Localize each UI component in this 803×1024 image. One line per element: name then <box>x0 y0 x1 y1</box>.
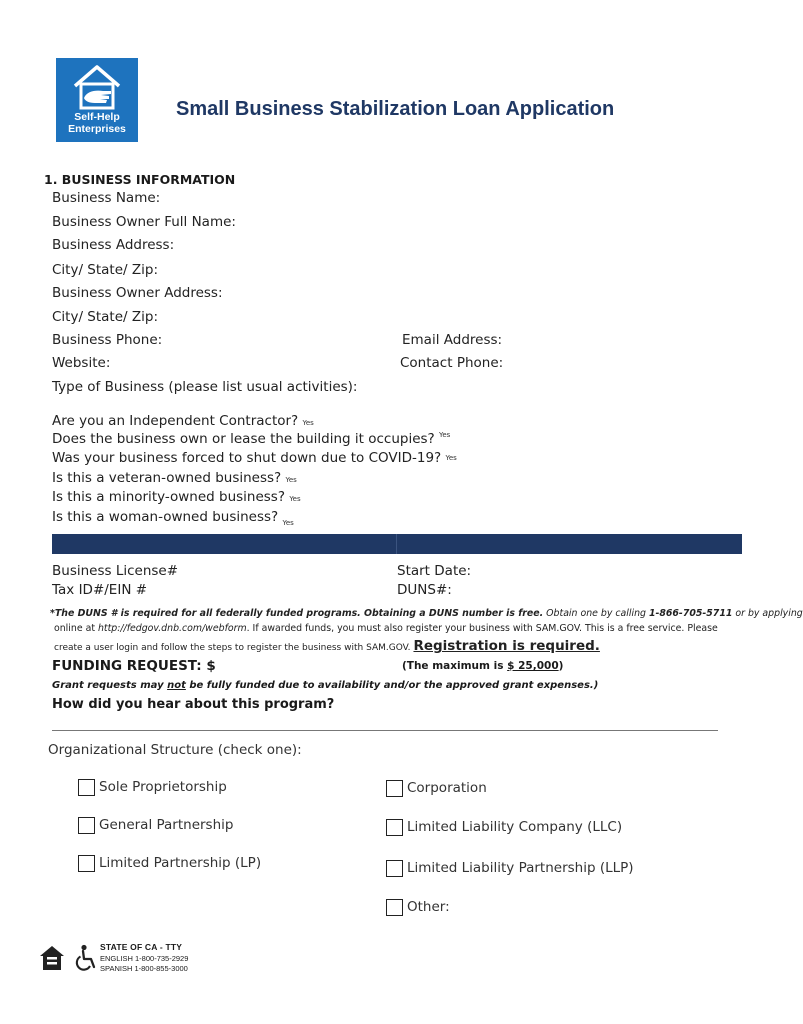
business-address-field[interactable]: Business Address: <box>52 237 175 253</box>
section-divider-bar <box>52 534 742 554</box>
duns-note-line3 <box>54 638 600 654</box>
accessibility-icon <box>73 944 99 972</box>
city-state-zip-field[interactable]: City/ State/ Zip: <box>52 262 158 278</box>
duns-field[interactable]: DUNS#: <box>397 582 452 598</box>
llp-label: Limited Liability Partnership (LLP) <box>407 860 634 876</box>
duns-note-line2 <box>54 623 718 634</box>
owner-city-state-zip-field[interactable]: City/ State/ Zip: <box>52 309 158 325</box>
maximum-prefix: (The maximum is <box>402 660 508 672</box>
answer-line <box>52 730 718 731</box>
llc-label: Limited Liability Company (LLC) <box>407 819 623 835</box>
yes-option[interactable]: Yes <box>285 476 297 484</box>
yes-option[interactable]: Yes <box>439 431 451 439</box>
sole-proprietorship-label: Sole Proprietorship <box>99 779 227 795</box>
other-label: Other: <box>407 899 450 915</box>
tax-id-field[interactable]: Tax ID#/EIN # <box>52 582 148 598</box>
grant-note-pre: Grant requests may <box>52 680 168 691</box>
business-phone-field[interactable]: Business Phone: <box>52 332 163 348</box>
general-partnership-checkbox[interactable] <box>78 817 95 834</box>
maximum-suffix: ) <box>558 660 564 672</box>
duns-note-text: or by applying <box>732 608 803 619</box>
question-text: Does the business own or lease the building it occupies? <box>52 431 435 447</box>
duns-note-line1 <box>50 608 803 619</box>
duns-note-bold: *The DUNS # is required for all federally funded programs. Obtaining a DUNS number is free. <box>50 608 544 619</box>
type-of-business-field[interactable]: Type of Business (please list usual activities): <box>52 379 358 395</box>
grant-note-post: be fully funded due to availability and/or the approved grant expenses.) <box>185 680 599 691</box>
duns-note-text: online at <box>54 623 98 634</box>
email-address-field[interactable]: Email Address: <box>402 332 503 348</box>
yes-option[interactable]: Yes <box>289 495 301 503</box>
yes-option[interactable]: Yes <box>282 519 294 527</box>
limited-partnership-label: Limited Partnership (LP) <box>99 855 262 871</box>
how-did-you-hear-field[interactable]: How did you hear about this program? <box>52 697 335 712</box>
logo-text-line1: Self-Help <box>74 111 120 123</box>
tty-spanish: SPANISH 1-800-855-3000 <box>100 964 188 973</box>
equal-housing-icon <box>38 944 66 972</box>
question-text: Is this a minority-owned business? <box>52 489 286 505</box>
llp-checkbox[interactable] <box>386 860 403 877</box>
question-item <box>52 489 301 505</box>
grant-note-not: not <box>167 680 186 691</box>
yes-option[interactable]: Yes <box>302 419 314 427</box>
question-text: Is this a woman-owned business? <box>52 509 279 525</box>
dnb-webform-link[interactable]: http://fedgov.dnb.com/webform <box>97 623 247 634</box>
page-title: Small Business Stabilization Loan Application <box>176 98 615 120</box>
question-text: Was your business forced to shut down due to COVID-19? <box>52 450 442 466</box>
corporation-checkbox[interactable] <box>386 780 403 797</box>
other-checkbox[interactable] <box>386 899 403 916</box>
sole-proprietorship-checkbox[interactable] <box>78 779 95 796</box>
business-name-field[interactable]: Business Name: <box>52 190 161 206</box>
bar-divider-line <box>396 534 397 554</box>
llc-checkbox[interactable] <box>386 819 403 836</box>
duns-note-text: Obtain one by calling <box>543 608 649 619</box>
logo-text-line2: Enterprises <box>68 123 126 135</box>
self-help-logo <box>56 58 138 142</box>
duns-note-text: create a user login and follow the steps to register the business with SAM.GOV. <box>54 643 411 653</box>
grant-note <box>52 680 598 691</box>
owner-address-field[interactable]: Business Owner Address: <box>52 285 223 301</box>
corporation-label: Corporation <box>407 780 487 796</box>
funding-maximum <box>402 660 563 672</box>
business-license-field[interactable]: Business License# <box>52 563 179 579</box>
question-item <box>52 450 457 466</box>
org-structure-label: Organizational Structure (check one): <box>48 742 302 758</box>
general-partnership-label: General Partnership <box>99 817 234 833</box>
duns-phone: 1-866-705-5711 <box>648 608 733 619</box>
question-item <box>52 509 294 527</box>
question-item <box>52 431 450 447</box>
registration-required: Registration is required. <box>413 638 600 654</box>
question-text: Is this a veteran-owned business? <box>52 470 282 486</box>
contact-phone-field[interactable]: Contact Phone: <box>400 355 504 371</box>
question-text: Are you an Independent Contractor? <box>52 413 299 429</box>
house-hand-icon <box>73 64 121 110</box>
website-field[interactable]: Website: <box>52 355 111 371</box>
tty-english: ENGLISH 1-800-735-2929 <box>100 954 189 963</box>
limited-partnership-checkbox[interactable] <box>78 855 95 872</box>
section-heading: 1. BUSINESS INFORMATION <box>44 172 236 187</box>
footer-icons <box>38 944 99 976</box>
duns-note-text: . If awarded funds, you must also register your business with SAM.GOV. This is a free service. Please <box>246 623 718 634</box>
yes-option[interactable]: Yes <box>445 454 457 462</box>
owner-name-field[interactable]: Business Owner Full Name: <box>52 214 236 230</box>
maximum-value: $ 25,000 <box>507 660 559 672</box>
question-item <box>52 470 297 486</box>
start-date-field[interactable]: Start Date: <box>397 563 472 579</box>
tty-title: STATE OF CA - TTY <box>100 942 183 952</box>
question-item <box>52 413 314 429</box>
funding-request-field[interactable]: FUNDING REQUEST: $ <box>52 658 216 674</box>
